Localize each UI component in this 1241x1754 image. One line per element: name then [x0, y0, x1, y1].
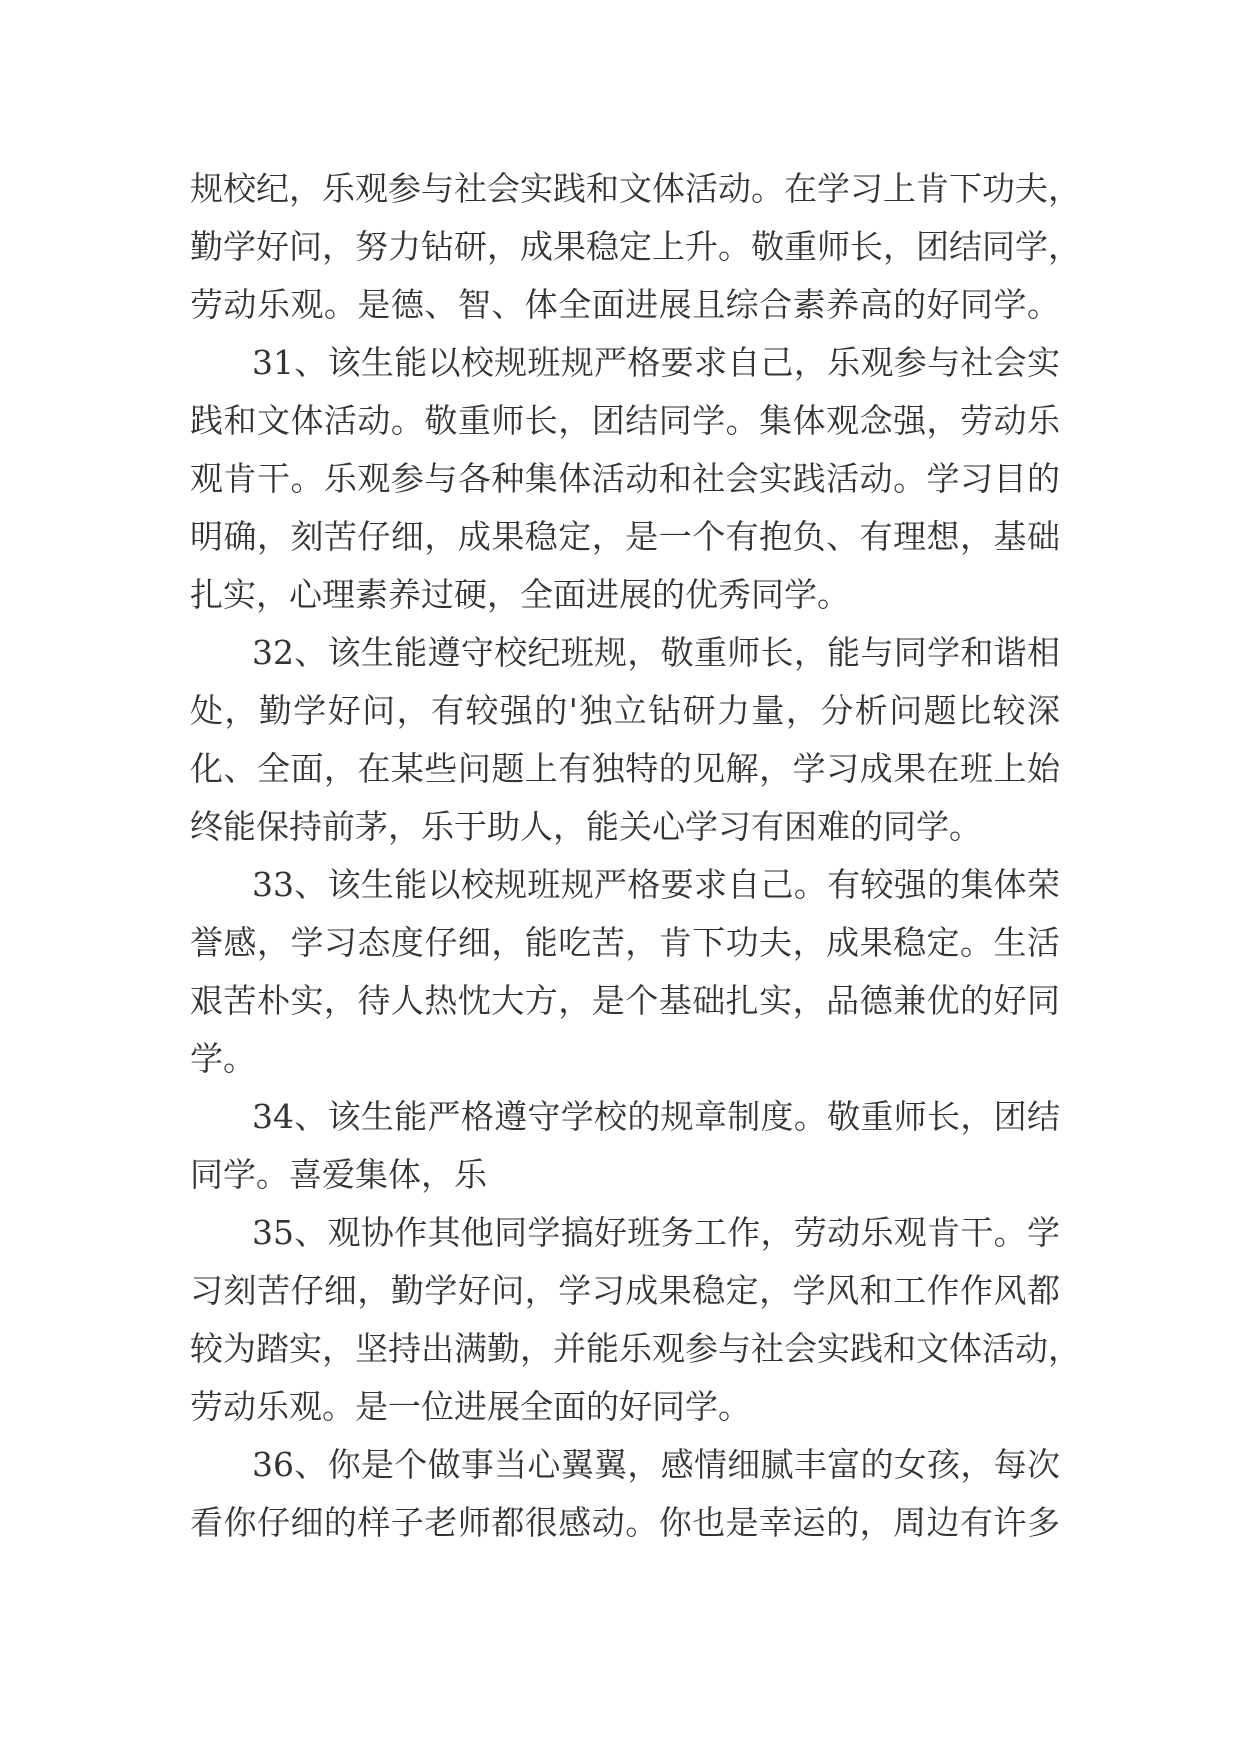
paragraph-start-33: 33、该生能以校规班规严格要求自己。有较强的集体荣 [252, 865, 1060, 904]
document-body [190, 160, 1081, 1552]
text-line: 勤学好问，努力钻研，成果稳定上升。敬重师长，团结同学， [190, 227, 1081, 266]
text-line: 践和文体活动。敬重师长，团结同学。集体观念强，劳动乐 [190, 401, 1060, 440]
text-line: 扎实，心理素养过硬，全面进展的优秀同学。 [190, 575, 850, 614]
text-line: 观肯干。乐观参与各种集体活动和社会实践活动。学习目的 [190, 459, 1060, 498]
text-line: 同学。喜爱集体，乐 [190, 1155, 487, 1194]
text-line: 化、全面，在某些问题上有独特的见解，学习成果在班上始 [190, 749, 1060, 788]
text-line: 誉感，学习态度仔细，能吃苦，肯下功夫，成果稳定。生活 [190, 923, 1060, 962]
paragraph-start-31: 31、该生能以校规班规严格要求自己，乐观参与社会实 [252, 343, 1060, 382]
text-line: 看你仔细的样子老师都很感动。你也是幸运的，周边有许多 [190, 1503, 1060, 1542]
text-line: 学。 [190, 1039, 256, 1078]
text-line: 较为踏实，坚持出满勤，并能乐观参与社会实践和文体活动， [190, 1329, 1081, 1368]
text-line: 劳动乐观。是一位进展全面的好同学。 [190, 1387, 751, 1426]
text-line: 习刻苦仔细，勤学好问，学习成果稳定，学风和工作作风都 [190, 1271, 1060, 1310]
paragraph-start-32: 32、该生能遵守校纪班规，敬重师长，能与同学和谐相 [252, 633, 1060, 672]
text-line: 艰苦朴实，待人热忱大方，是个基础扎实，品德兼优的好同 [190, 981, 1060, 1020]
paragraph-start-36: 36、你是个做事当心翼翼，感情细腻丰富的女孩，每次 [252, 1445, 1060, 1484]
paragraph-start-35: 35、观协作其他同学搞好班务工作，劳动乐观肯干。学 [252, 1213, 1060, 1252]
text-line: 规校纪，乐观参与社会实践和文体活动。在学习上肯下功夫， [190, 169, 1081, 208]
text-line: 劳动乐观。是德、智、体全面进展且综合素养高的好同学。 [190, 285, 1060, 324]
text-line: 处，勤学好问，有较强的'独立钻研力量，分析问题比较深 [190, 691, 1060, 730]
text-line: 终能保持前茅，乐于助人，能关心学习有困难的同学。 [190, 807, 982, 846]
text-line: 明确，刻苦仔细，成果稳定，是一个有抱负、有理想，基础 [190, 517, 1060, 556]
paragraph-start-34: 34、该生能严格遵守学校的规章制度。敬重师长，团结 [252, 1097, 1060, 1136]
